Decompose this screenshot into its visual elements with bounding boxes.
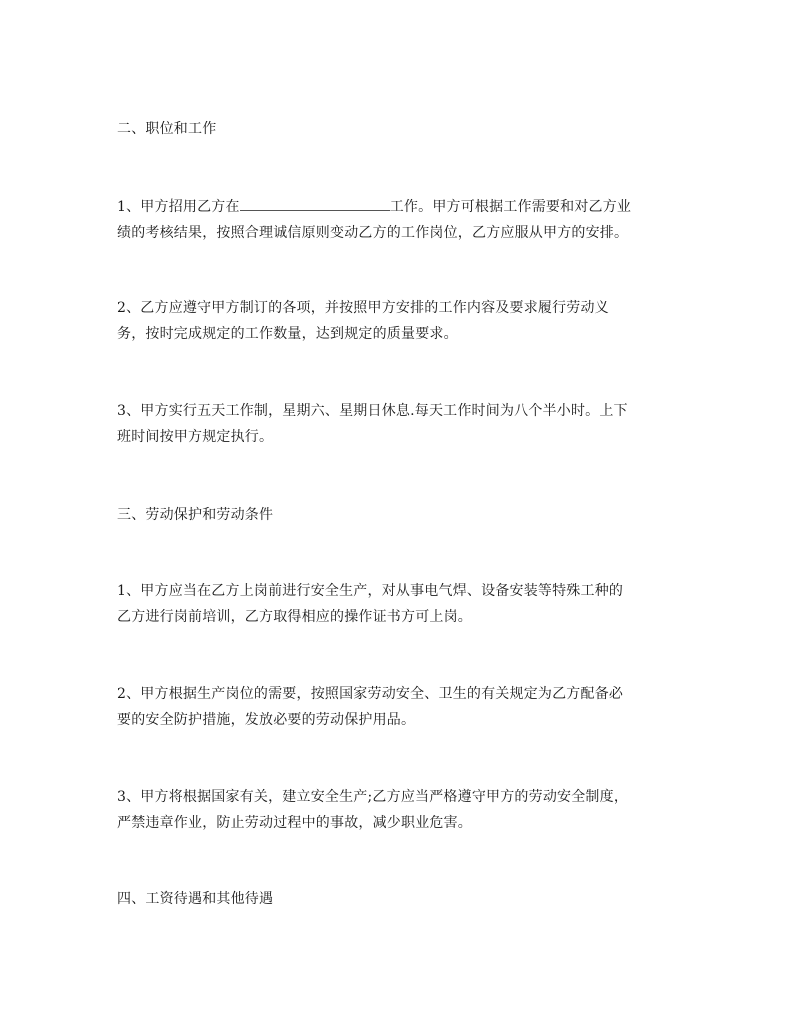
heading-text: 二、职位和工作 bbox=[117, 121, 217, 137]
paragraph-line bbox=[117, 194, 685, 220]
section-heading-position-and-work bbox=[117, 116, 685, 142]
paragraph-text: 工作。甲方可根据工作需要和对乙方业 bbox=[389, 199, 632, 215]
paragraph-line: 1、甲方应当在乙方上岗前进行安全生产，对从事电气焊、设备安装等特殊工种的 bbox=[117, 583, 624, 599]
paragraph-2-2 bbox=[117, 295, 685, 347]
paragraph-2-3 bbox=[117, 398, 685, 450]
paragraph-line: 要的安全防护措施，发放必要的劳动保护用品。 bbox=[117, 712, 416, 728]
section-heading-labor-protection bbox=[117, 502, 685, 528]
heading-text: 三、劳动保护和劳动条件 bbox=[117, 507, 274, 523]
paragraph-text: 1、甲方招用乙方在 bbox=[117, 199, 240, 215]
paragraph-line: 3、甲方将根据国家有关，建立安全生产;乙方应当严格遵守甲方的劳动安全制度， bbox=[117, 789, 629, 805]
paragraph-line: 2、乙方应遵守甲方制订的各项，并按照甲方安排的工作内容及要求履行劳动义 bbox=[117, 300, 609, 316]
paragraph-3-2 bbox=[117, 681, 685, 733]
paragraph-3-3 bbox=[117, 784, 685, 836]
paragraph-2-1 bbox=[117, 194, 685, 246]
paragraph-line: 3、甲方实行五天工作制，星期六、星期日休息.每天工作时间为八个半小时。上下 bbox=[117, 403, 628, 419]
paragraph-line: 务，按时完成规定的工作数量，达到规定的质量要求。 bbox=[117, 326, 458, 342]
paragraph-line: 乙方进行岗前培训，乙方取得相应的操作证书方可上岗。 bbox=[117, 609, 472, 625]
fill-in-blank-line bbox=[240, 198, 390, 211]
paragraph-line: 班时间按甲方规定执行。 bbox=[117, 429, 274, 445]
paragraph-line: 严禁违章作业，防止劳动过程中的事故，减少职业危害。 bbox=[117, 815, 472, 831]
paragraph-line: 2、甲方根据生产岗位的需要，按照国家劳动安全、卫生的有关规定为乙方配备必 bbox=[117, 686, 624, 702]
paragraph-3-1 bbox=[117, 578, 685, 630]
paragraph-line: 绩的考核结果，按照合理诚信原则变动乙方的工作岗位，乙方应服从甲方的安排。 bbox=[117, 225, 629, 241]
section-heading-wages-and-benefits bbox=[117, 886, 685, 912]
heading-text: 四、工资待遇和其他待遇 bbox=[117, 891, 274, 907]
